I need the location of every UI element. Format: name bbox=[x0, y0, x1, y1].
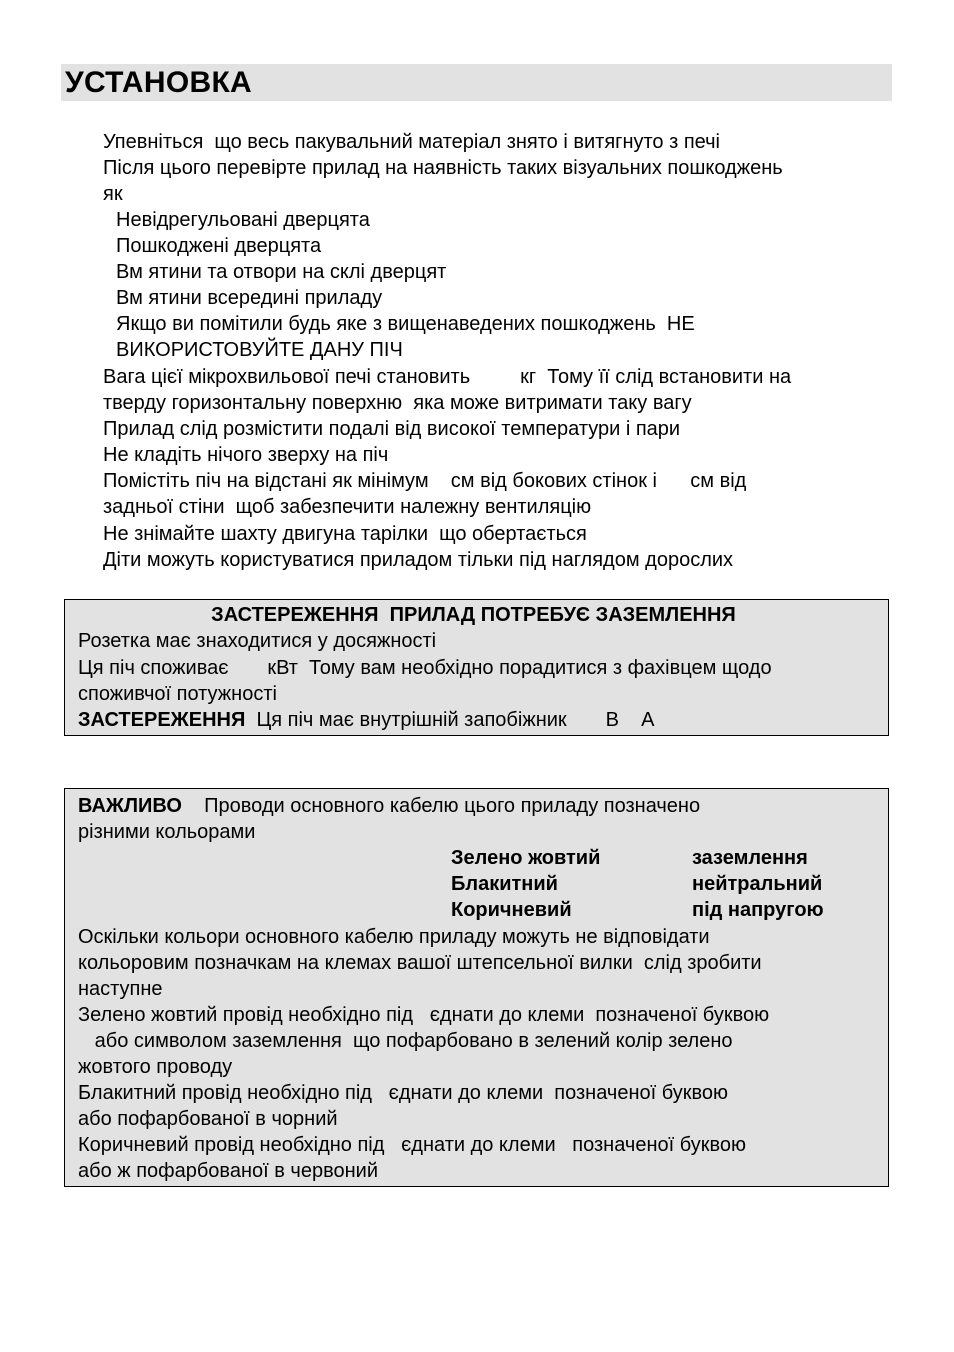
wire-color: Блакитний bbox=[451, 873, 558, 895]
text-line: Оскільки кольори основного кабелю приладу можуть не відповідати bbox=[78, 926, 710, 948]
important-intro bbox=[78, 794, 700, 818]
text-line: Прилад слід розмістити подалі від високої температури і пари bbox=[103, 418, 681, 440]
important-label: ВАЖЛИВО bbox=[78, 795, 182, 817]
text-line: Ця піч споживає кВт Тому вам необхідно порадитися з фахівцем щодо bbox=[78, 657, 772, 679]
fuse-text: Ця піч має внутрішній запобіжник В А bbox=[245, 709, 655, 731]
text-line: Після цього перевірте прилад на наявність таких візуальних пошкоджень bbox=[103, 157, 783, 179]
damage-item: ВИКОРИСТОВУЙТЕ ДАНУ ПІЧ bbox=[116, 339, 403, 361]
wire-color: Коричневий bbox=[451, 899, 572, 921]
warning-title: ЗАСТЕРЕЖЕННЯ ПРИЛАД ПОТРЕБУЄ ЗАЗЕМЛЕННЯ bbox=[211, 604, 736, 626]
page-title: УСТАНОВКА bbox=[65, 66, 253, 99]
text-line: різними кольорами bbox=[78, 821, 256, 843]
damage-item: Вм ятини всередині приладу bbox=[116, 287, 383, 309]
text-line: або ж пофарбованої в червоний bbox=[78, 1160, 378, 1182]
text-line: як bbox=[103, 183, 123, 205]
important-box bbox=[64, 788, 889, 1187]
text-line: Зелено жовтий провід необхідно під єднати до клеми позначеної буквою bbox=[78, 1004, 770, 1026]
text-line: тверду горизонтальну поверхню яка може витримати таку вагу bbox=[103, 392, 692, 414]
text-line: споживчої потужності bbox=[78, 683, 277, 705]
text-line: Вага цієї мікрохвильової печі становить кг Тому її слід встановити на bbox=[103, 366, 792, 388]
fuse-warning-line bbox=[78, 708, 654, 732]
wire-role: під напругою bbox=[692, 899, 824, 921]
text-line: задньої стіни щоб забезпечити належну вентиляцію bbox=[103, 496, 592, 518]
text-line: Діти можуть користуватися приладом тільки під наглядом дорослих bbox=[103, 549, 734, 571]
text-line: Упевніться що весь пакувальний матеріал знято і витягнуто з печі bbox=[103, 131, 720, 153]
text-line: Помістіть піч на відстані як мінімум см від бокових стінок і см від bbox=[103, 470, 747, 492]
text-line: жовтого проводу bbox=[78, 1056, 233, 1078]
text-line: Коричневий провід необхідно під єднати до клеми позначеної буквою bbox=[78, 1134, 747, 1156]
damage-item: Якщо ви помітили будь яке з вищенаведених пошкоджень НЕ bbox=[116, 313, 695, 335]
wire-role: заземлення bbox=[692, 847, 808, 869]
text-line: Не кладіть нічого зверху на піч bbox=[103, 444, 389, 466]
important-intro-text: Проводи основного кабелю цього приладу позначено bbox=[181, 795, 701, 817]
text-line: або пофарбованої в чорний bbox=[78, 1108, 338, 1130]
text-line: Блакитний провід необхідно під єднати до клеми позначеної буквою bbox=[78, 1082, 729, 1104]
text-line: Розетка має знаходитися у досяжності bbox=[78, 630, 437, 652]
wire-role: нейтральний bbox=[692, 873, 823, 895]
damage-item: Вм ятини та отвори на склі дверцят bbox=[116, 261, 447, 283]
text-line: кольоровим позначкам на клемах вашої штепсельної вилки слід зробити bbox=[78, 952, 762, 974]
section-title-bar bbox=[61, 64, 892, 101]
damage-item: Невідрегульовані дверцята bbox=[116, 209, 370, 231]
text-line: Не знімайте шахту двигуна тарілки що обертається bbox=[103, 523, 587, 545]
text-line: наступне bbox=[78, 978, 163, 1000]
damage-item: Пошкоджені дверцята bbox=[116, 235, 322, 257]
text-line: або символом заземлення що пофарбовано в зелений колір зелено bbox=[78, 1030, 733, 1052]
grounding-warning-box bbox=[64, 599, 889, 736]
warning-label: ЗАСТЕРЕЖЕННЯ bbox=[78, 709, 246, 731]
wire-color: Зелено жовтий bbox=[451, 847, 601, 869]
